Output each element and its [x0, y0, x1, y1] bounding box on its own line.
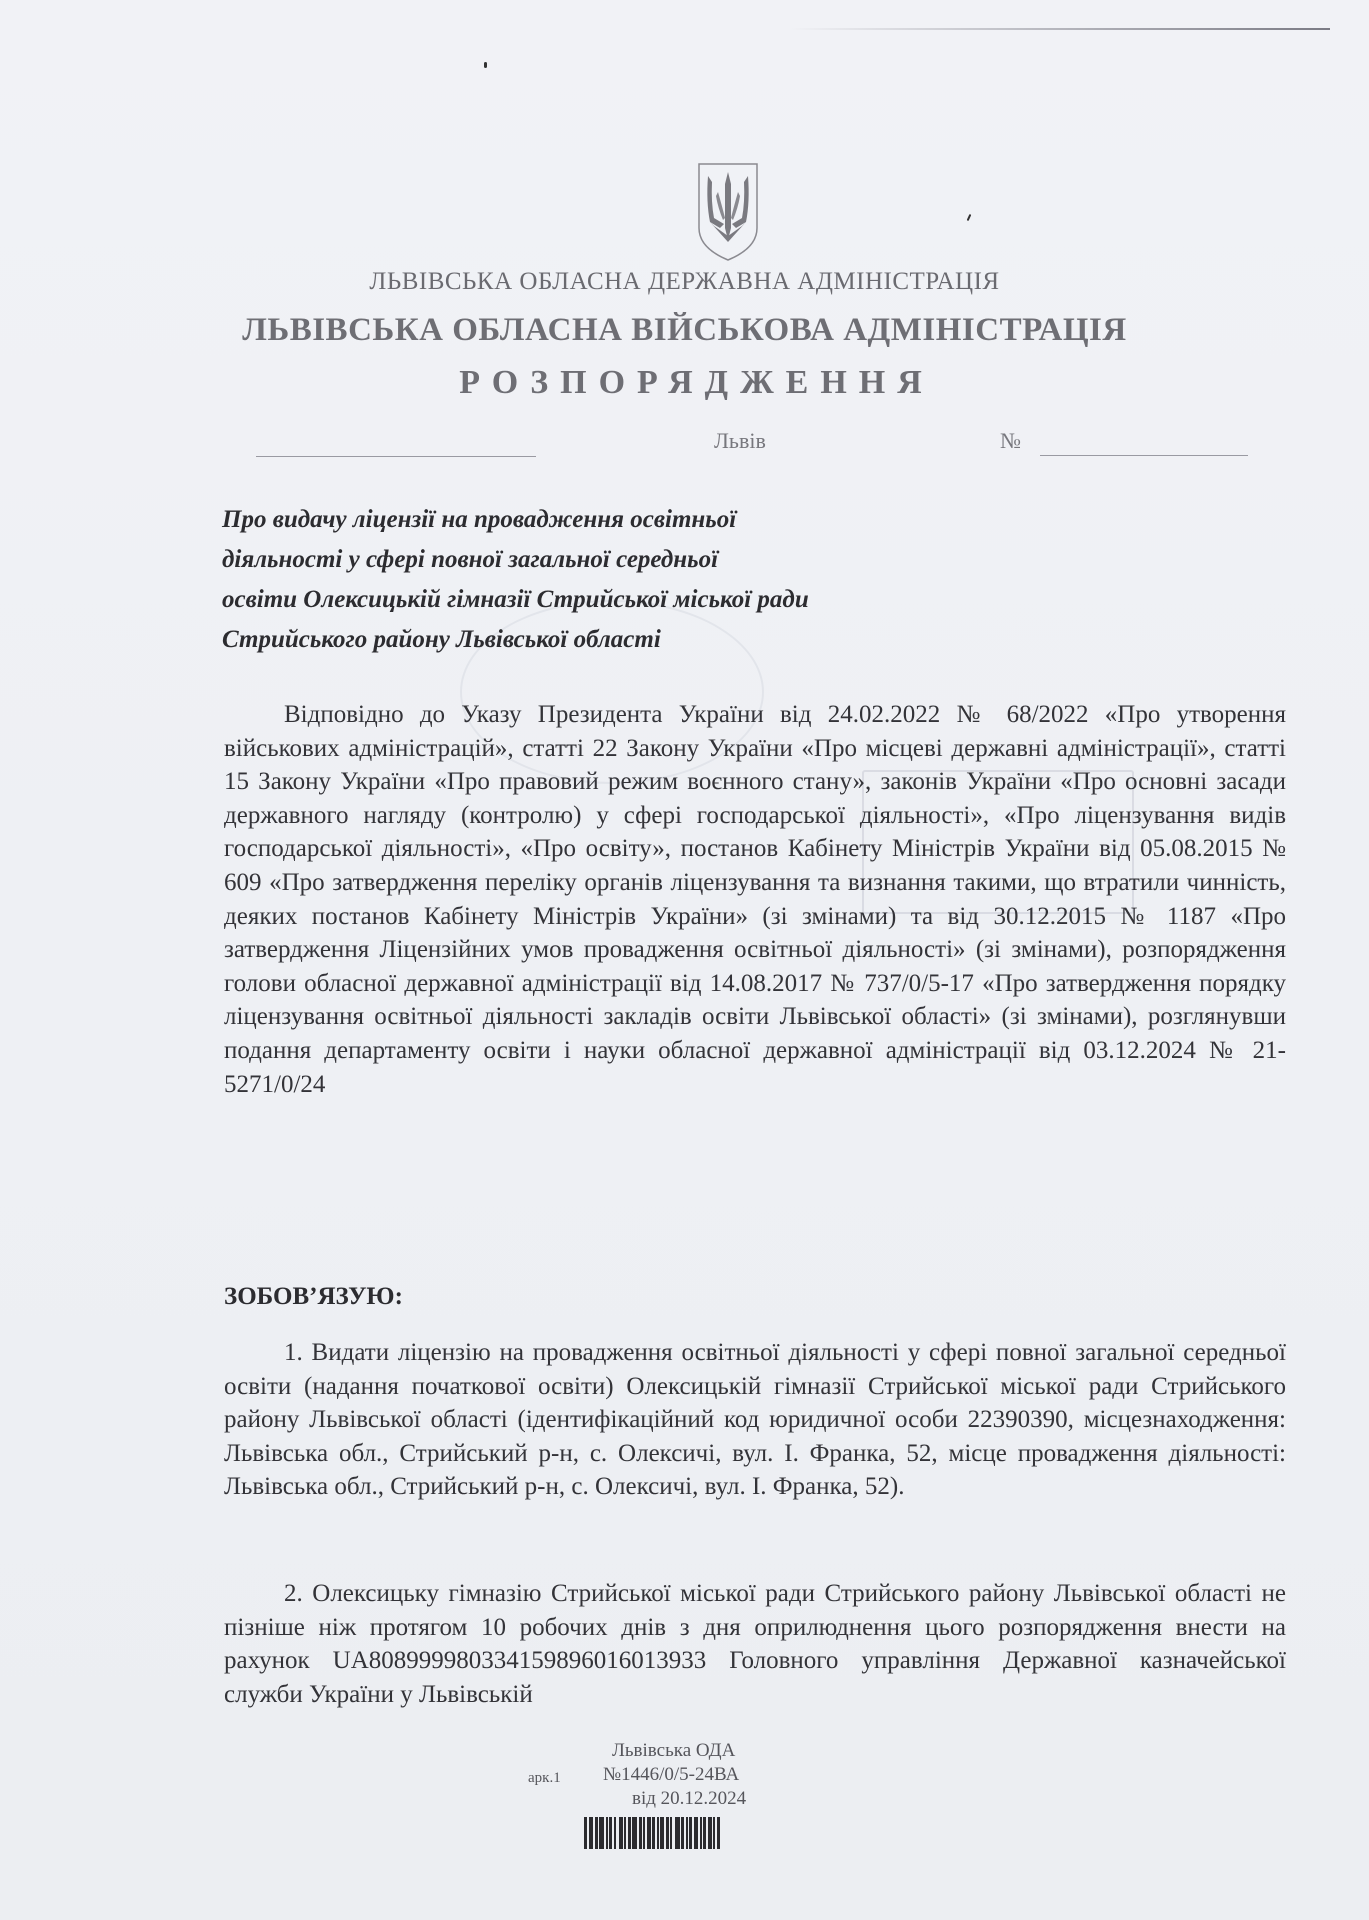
subject-line: Стрийського району Львівської області — [222, 626, 661, 653]
scan-speck — [484, 62, 487, 68]
registration-date: від 20.12.2024 — [632, 1788, 747, 1809]
city-label: Львів — [714, 428, 766, 453]
document-subject — [222, 500, 982, 660]
order-item-text: 1. Видати ліцензію на провадження освітньої діяльності у сфері повної загальної середньої освіти (надання початкової освіти) Олексицькій гімназії Стрийської міської ради Стрийського району Львівської області (ідентифікаційний код юридичної особи 22390390, місцезнаходження: Львівська обл., Стрийський р-н, с. Олексичі, вул. І. Франка, 52, місце провадження діяльності: Львівська обл., Стрийський р-н, с. Олексичі, вул. І. Франка, 52). — [224, 1339, 1286, 1501]
registration-organization: Львівська ОДА — [612, 1740, 736, 1761]
scan-artifact-line — [790, 28, 1330, 30]
trident-coat-of-arms-icon — [696, 162, 760, 262]
order-item-text: 2. Олексицьку гімназію Стрийської міської ради Стрийського району Львівської області не пізніше ніж протягом 10 робочих днів з дня оприлюднення цього розпорядження внести на рахунок UA808999980334159896016013933 Головного управління Державної казначейської служби України у Львівській — [224, 1580, 1286, 1708]
subject-line: освіти Олексицькій гімназії Стрийської міської ради — [222, 586, 809, 613]
preamble-paragraph — [224, 698, 1286, 1101]
number-blank-line — [1040, 455, 1248, 456]
oblige-heading: ЗОБОВ’ЯЗУЮ: — [224, 1283, 403, 1310]
barcode-bar — [717, 1817, 720, 1849]
barcode-icon — [584, 1817, 858, 1849]
preamble-text: Відповідно до Указу Президента України від 24.02.2022 № 68/2022 «Про утворення військових адміністрацій», статті 22 Закону України «Про місцеві державні адміністрації», статті 15 Закону України «Про правовий режим воєнного стану», законів України «Про основні засади державного нагляду (контролю) у сфері господарської діяльності», «Про ліцензування видів господарської діяльності», «Про освіту», постанов Кабінету Міністрів України від 05.08.2015 № 609 «Про затвердження переліку органів ліцензування та визнання такими, що втратили чинність, деяких постанов Кабінету Міністрів України» (зі змінами) та від 30.12.2015 № 1187 «Про затвердження Ліцензійних умов провадження освітньої діяльності» (зі змінами), розпорядження голови обласної державної адміністрації від 14.08.2017 № 737/0/5-17 «Про затвердження порядку ліцензування освітньої діяльності закладів освіти Львівської області» (зі змінами), розглянувши подання департаменту освіти і науки обласної державної адміністрації від 03.12.2024 № 21-5271/0/24 — [224, 701, 1286, 1098]
document-type-title: РОЗПОРЯДЖЕННЯ — [459, 364, 934, 401]
registration-sheet: арк.1 — [528, 1770, 561, 1786]
order-item-2 — [224, 1577, 1286, 1711]
date-blank-line — [256, 456, 536, 457]
military-administration-title: ЛЬВІВСЬКА ОБЛАСНА ВІЙСЬКОВА АДМІНІСТРАЦІЯ — [242, 312, 1127, 348]
order-item-1 — [224, 1336, 1286, 1504]
subject-line: діяльності у сфері повної загальної середньої — [222, 546, 719, 573]
number-sign-label: № — [1000, 428, 1021, 453]
registration-number: №1446/0/5-24ВА — [603, 1764, 740, 1785]
state-administration-title: ЛЬВІВСЬКА ОБЛАСНА ДЕРЖАВНА АДМІНІСТРАЦІЯ — [369, 268, 1000, 295]
subject-line: Про видачу ліцензії на провадження освітньої — [222, 506, 737, 533]
scan-speck — [967, 214, 972, 221]
